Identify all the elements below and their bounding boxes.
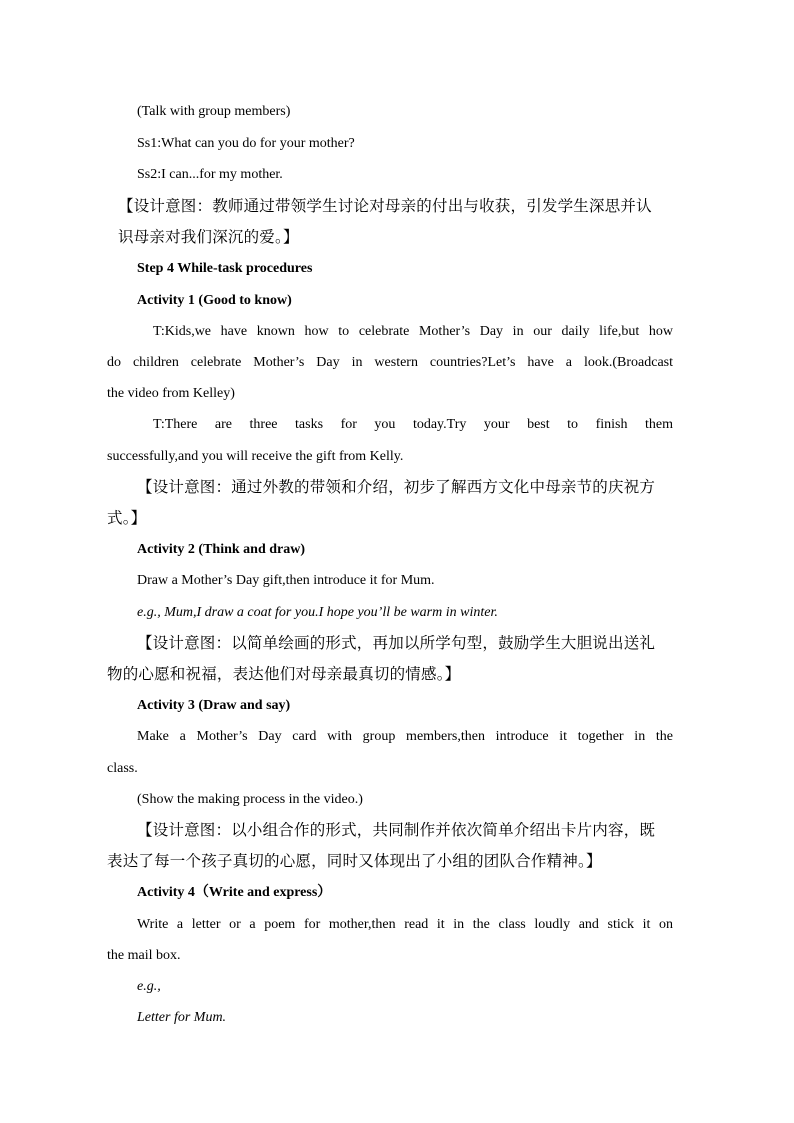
design-intent-line: 识母亲对我们深沉的爱。】	[118, 229, 299, 246]
design-intent-line: 【设计意图：以简单绘画的形式，再加以所学句型，鼓励学生大胆说出送礼	[137, 635, 656, 652]
design-intent-line: 【设计意图：教师通过带领学生讨论对母亲的付出与收获，引发学生深思并认	[118, 198, 652, 215]
text-line: T:There are three tasks for you today.Try your best to finish them	[153, 417, 673, 432]
text-line: (Talk with group members)	[137, 104, 291, 119]
text-line: the video from Kelley)	[107, 386, 235, 401]
design-intent-line: 表达了每一个孩子真切的心愿，同时又体现出了小组的团队合作精神。】	[107, 853, 602, 870]
activity-heading: Activity 4（Write and express）	[137, 885, 332, 900]
text-line: Ss1:What can you do for your mother?	[137, 136, 355, 151]
design-intent-line: 式。】	[107, 510, 147, 527]
activity-heading: Activity 3 (Draw and say)	[137, 698, 291, 713]
example-line: Letter for Mum.	[137, 1010, 227, 1025]
design-intent-line: 【设计意图：以小组合作的形式，共同制作并依次简单介绍出卡片内容，既	[137, 822, 656, 839]
text-line: Draw a Mother’s Day gift,then introduce it for Mum.	[137, 573, 435, 588]
text-line: class.	[107, 761, 138, 776]
example-line: e.g., Mum,I draw a coat for you.I hope you’ll be warm in winter.	[137, 605, 498, 620]
text-line: do children celebrate Mother’s Day in western countries?Let’s have a look.(Broadcast	[107, 355, 673, 370]
text-line: (Show the making process in the video.)	[137, 792, 363, 807]
activity-heading: Activity 2 (Think and draw)	[137, 542, 306, 557]
design-intent-line: 【设计意图：通过外教的带领和介绍，初步了解西方文化中母亲节的庆祝方	[137, 479, 656, 496]
activity-heading: Activity 1 (Good to know)	[137, 293, 292, 308]
text-line: Ss2:I can...for my mother.	[137, 167, 283, 182]
text-line: Write a letter or a poem for mother,then read it in the class loudly and stick it on	[137, 917, 673, 932]
text-line: the mail box.	[107, 948, 181, 963]
text-line: T:Kids,we have known how to celebrate Mother’s Day in our daily life,but how	[153, 324, 673, 339]
example-line: e.g.,	[137, 979, 161, 994]
design-intent-line: 物的心愿和祝福，表达他们对母亲最真切的情感。】	[107, 666, 461, 683]
text-line: successfully,and you will receive the gift from Kelly.	[107, 449, 404, 464]
text-line: Make a Mother’s Day card with group members,then introduce it together in the	[137, 729, 673, 744]
step-heading: Step 4 While-task procedures	[137, 261, 313, 276]
